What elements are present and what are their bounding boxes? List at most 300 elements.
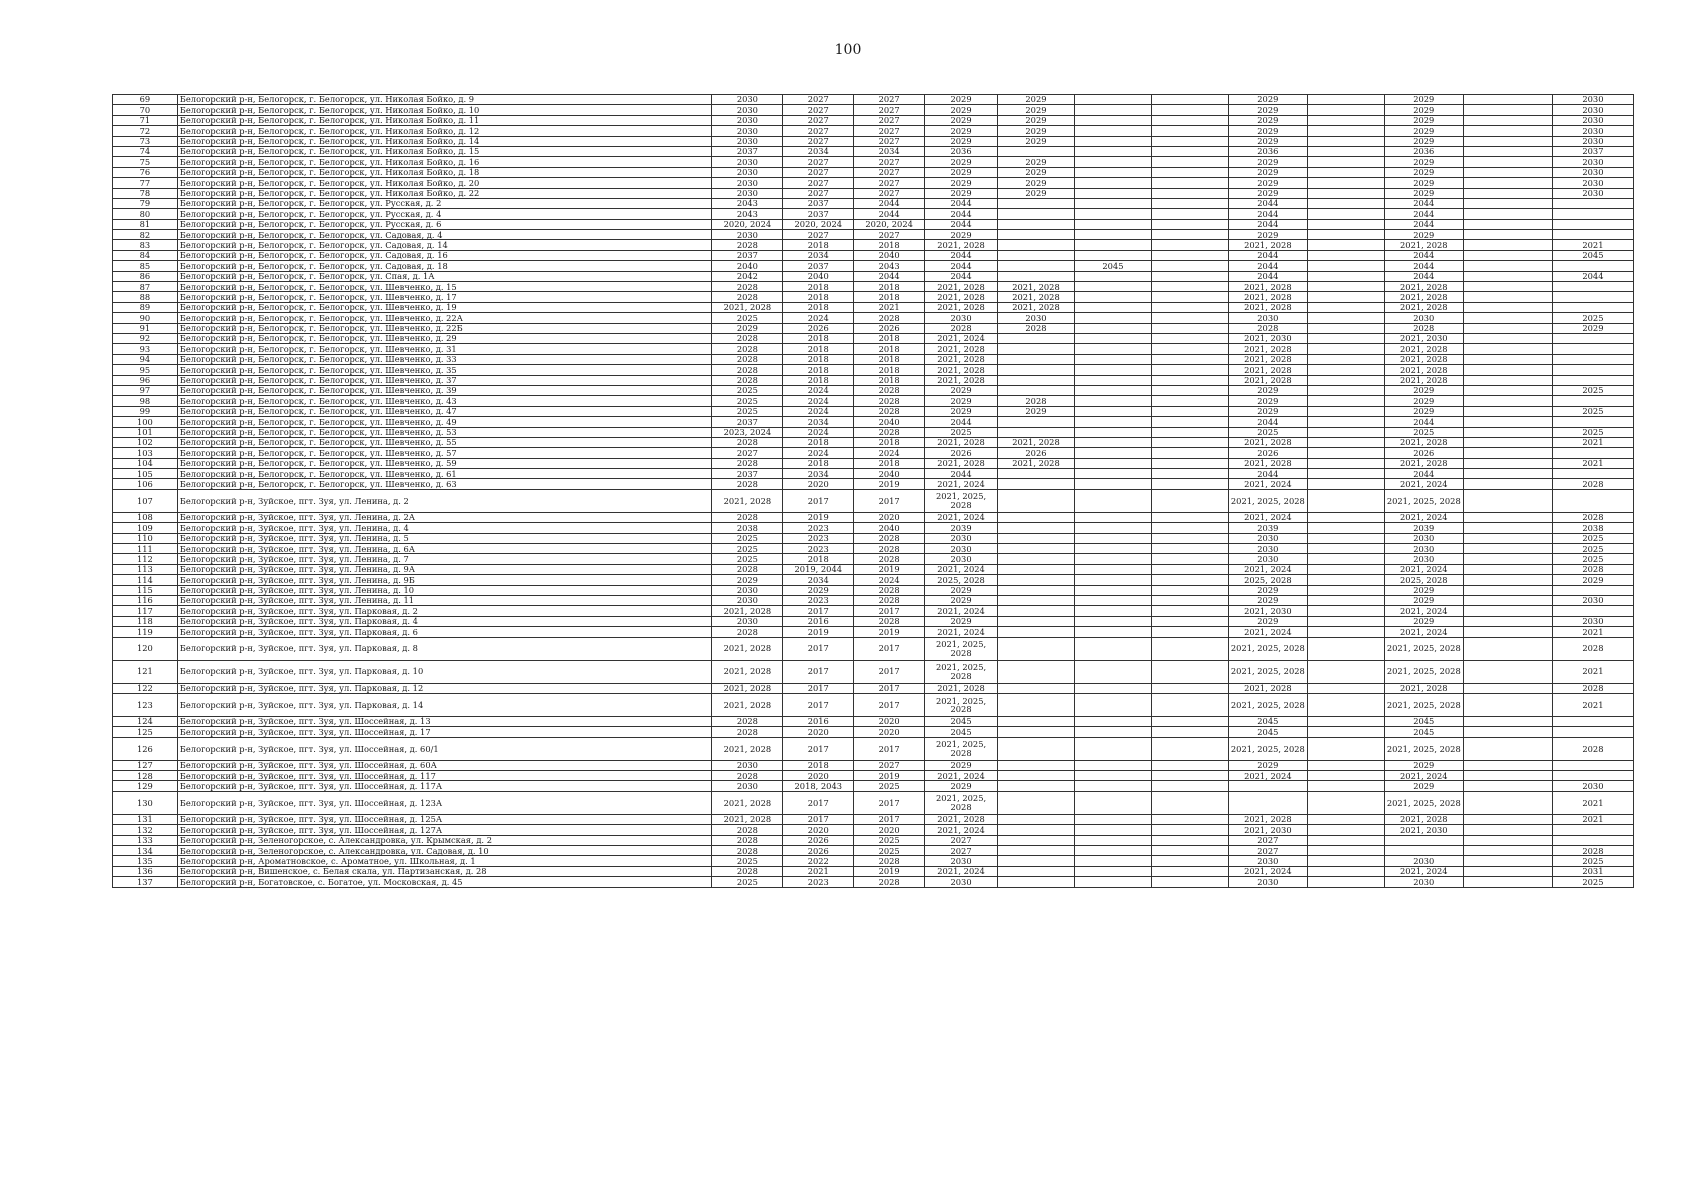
year-cell (998, 261, 1075, 271)
address-cell: Белогорский р-н, Зуйское, пгт. Зуя, ул. Шоссейная, д. 60/1 (177, 737, 712, 760)
year-cell (1228, 781, 1307, 791)
year-cell (998, 427, 1075, 437)
year-cell: 2021, 2028 (1228, 282, 1307, 292)
year-cell: 2029 (783, 585, 854, 595)
year-cell: 2029 (1384, 178, 1463, 188)
year-cell (998, 385, 1075, 395)
empty-cell (1151, 313, 1228, 323)
year-cell (1074, 781, 1151, 791)
address-cell: Белогорский р-н, Зуйское, пгт. Зуя, ул. Ленина, д. 5 (177, 533, 712, 543)
empty-cell (1307, 448, 1384, 458)
address-cell: Белогорский р-н, Зуйское, пгт. Зуя, ул. Ленина, д. 2А (177, 512, 712, 522)
year-cell: 2029 (925, 178, 998, 188)
row-number-cell: 75 (113, 157, 178, 167)
empty-cell (1307, 437, 1384, 447)
year-cell (998, 727, 1075, 737)
year-cell: 2030 (712, 157, 783, 167)
year-cell (1074, 406, 1151, 416)
year-cell: 2021, 2024 (1228, 512, 1307, 522)
year-cell: 2021, 2028 (1384, 437, 1463, 447)
year-cell: 2038 (712, 523, 783, 533)
year-cell: 2029 (998, 167, 1075, 177)
year-cell: 2021, 2028 (1384, 282, 1463, 292)
year-cell: 2021, 2028 (1228, 240, 1307, 250)
year-cell: 2017 (783, 693, 854, 716)
year-cell: 2027 (854, 126, 925, 136)
empty-cell (1307, 313, 1384, 323)
year-cell: 2034 (854, 146, 925, 156)
year-cell: 2036 (925, 146, 998, 156)
empty-cell (1463, 302, 1552, 312)
year-cell (998, 627, 1075, 637)
year-cell: 2025 (1552, 385, 1633, 395)
year-cell: 2029 (1552, 323, 1633, 333)
empty-cell (1463, 250, 1552, 260)
year-cell: 2028 (1552, 512, 1633, 522)
page-number: 100 (834, 42, 862, 58)
year-cell: 2027 (925, 835, 998, 845)
year-cell: 2022 (783, 856, 854, 866)
year-cell: 2029 (1228, 105, 1307, 115)
year-cell: 2029 (1384, 406, 1463, 416)
year-cell: 2028 (854, 406, 925, 416)
empty-cell (1151, 771, 1228, 781)
year-cell (1552, 489, 1633, 512)
year-cell (998, 512, 1075, 522)
year-cell: 2025 (854, 835, 925, 845)
address-cell: Белогорский р-н, Белогорск, г. Белогорск, ул. Шевченко, д. 33 (177, 354, 712, 364)
year-cell: 2020, 2024 (712, 219, 783, 229)
year-cell: 2021, 2028 (925, 344, 998, 354)
address-cell: Белогорский р-н, Белогорск, г. Белогорск, ул. Садовая, д. 18 (177, 261, 712, 271)
year-cell: 2021, 2024 (1228, 771, 1307, 781)
year-cell: 2029 (1228, 136, 1307, 146)
empty-cell (1307, 406, 1384, 416)
table-row (113, 417, 1634, 427)
year-cell (1074, 856, 1151, 866)
empty-cell (1151, 856, 1228, 866)
empty-cell (1463, 877, 1552, 887)
year-cell: 2030 (712, 760, 783, 770)
row-number-cell: 136 (113, 866, 178, 876)
row-number-cell: 76 (113, 167, 178, 177)
row-number-cell: 73 (113, 136, 178, 146)
year-cell: 2044 (1228, 219, 1307, 229)
row-number-cell: 122 (113, 683, 178, 693)
year-cell: 2020 (854, 825, 925, 835)
year-cell (1074, 333, 1151, 343)
year-cell: 2021, 2028 (1228, 814, 1307, 824)
year-cell: 2021 (1552, 458, 1633, 468)
empty-cell (1463, 344, 1552, 354)
year-cell (1074, 271, 1151, 281)
year-cell: 2044 (1228, 271, 1307, 281)
year-cell (998, 637, 1075, 660)
year-cell: 2029 (1552, 575, 1633, 585)
row-number-cell: 88 (113, 292, 178, 302)
empty-cell (1151, 282, 1228, 292)
year-cell: 2044 (925, 219, 998, 229)
year-cell: 2044 (1228, 209, 1307, 219)
year-cell: 2029 (1384, 105, 1463, 115)
row-number-cell: 89 (113, 302, 178, 312)
year-cell (1074, 489, 1151, 512)
address-cell: Белогорский р-н, Зуйское, пгт. Зуя, ул. Ленина, д. 10 (177, 585, 712, 595)
year-cell (1074, 219, 1151, 229)
empty-cell (1307, 458, 1384, 468)
year-cell: 2024 (783, 448, 854, 458)
table-row (113, 791, 1634, 814)
year-cell: 2026 (1228, 448, 1307, 458)
empty-cell (1307, 814, 1384, 824)
year-cell (1074, 167, 1151, 177)
year-cell: 2021, 2028 (1228, 683, 1307, 693)
year-cell: 2016 (783, 716, 854, 726)
year-cell: 2026 (783, 323, 854, 333)
address-cell: Белогорский р-н, Зуйское, пгт. Зуя, ул. Шоссейная, д. 117 (177, 771, 712, 781)
empty-cell (1151, 479, 1228, 489)
year-cell: 2039 (925, 523, 998, 533)
year-cell: 2025 (712, 554, 783, 564)
year-cell: 2021, 2030 (1228, 606, 1307, 616)
year-cell: 2028 (712, 365, 783, 375)
year-cell: 2030 (998, 313, 1075, 323)
empty-cell (1307, 835, 1384, 845)
year-cell (998, 846, 1075, 856)
year-cell: 2024 (854, 575, 925, 585)
year-cell: 2018 (783, 302, 854, 312)
empty-cell (1307, 716, 1384, 726)
year-cell (1074, 585, 1151, 595)
year-cell: 2025 (854, 781, 925, 791)
empty-cell (1151, 716, 1228, 726)
year-cell: 2028 (1552, 479, 1633, 489)
year-cell: 2021, 2028 (1384, 365, 1463, 375)
empty-cell (1151, 323, 1228, 333)
year-cell: 2029 (1384, 396, 1463, 406)
empty-cell (1151, 365, 1228, 375)
address-cell: Белогорский р-н, Зуйское, пгт. Зуя, ул. Парковая, д. 6 (177, 627, 712, 637)
row-number-cell: 87 (113, 282, 178, 292)
row-number-cell: 101 (113, 427, 178, 437)
year-cell: 2030 (1228, 856, 1307, 866)
year-cell: 2018 (783, 365, 854, 375)
table-row (113, 533, 1634, 543)
empty-cell (1151, 240, 1228, 250)
year-cell: 2039 (1384, 523, 1463, 533)
year-cell: 2021, 2024 (925, 825, 998, 835)
year-cell (998, 489, 1075, 512)
year-cell (1074, 564, 1151, 574)
empty-cell (1307, 157, 1384, 167)
table-row (113, 302, 1634, 312)
empty-cell (1463, 230, 1552, 240)
year-cell: 2021, 2028 (925, 437, 998, 447)
empty-cell (1151, 835, 1228, 845)
table-row (113, 178, 1634, 188)
year-cell: 2029 (925, 105, 998, 115)
empty-cell (1463, 771, 1552, 781)
address-cell: Белогорский р-н, Белогорск, г. Белогорск, ул. Николая Бойко, д. 12 (177, 126, 712, 136)
year-cell (998, 250, 1075, 260)
year-cell (1074, 188, 1151, 198)
empty-cell (1463, 637, 1552, 660)
year-cell: 2020 (854, 716, 925, 726)
year-cell (1074, 595, 1151, 605)
year-cell: 2029 (1228, 178, 1307, 188)
row-number-cell: 79 (113, 198, 178, 208)
year-cell: 2030 (712, 95, 783, 105)
year-cell: 2028 (712, 333, 783, 343)
row-number-cell: 78 (113, 188, 178, 198)
year-cell: 2019 (854, 479, 925, 489)
year-cell (998, 716, 1075, 726)
empty-cell (1463, 178, 1552, 188)
table-row (113, 814, 1634, 824)
empty-cell (1151, 564, 1228, 574)
year-cell: 2029 (998, 126, 1075, 136)
empty-cell (1463, 323, 1552, 333)
year-cell: 2020 (854, 727, 925, 737)
row-number-cell: 104 (113, 458, 178, 468)
year-cell: 2021, 2024 (925, 479, 998, 489)
year-cell (998, 544, 1075, 554)
year-cell: 2044 (854, 198, 925, 208)
year-cell: 2018 (854, 292, 925, 302)
year-cell: 2021, 2028 (1384, 354, 1463, 364)
empty-cell (1151, 606, 1228, 616)
empty-cell (1307, 585, 1384, 595)
year-cell (998, 533, 1075, 543)
empty-cell (1151, 469, 1228, 479)
empty-cell (1463, 448, 1552, 458)
year-cell (1074, 835, 1151, 845)
year-cell: 2027 (712, 448, 783, 458)
year-cell: 2028 (854, 877, 925, 887)
empty-cell (1463, 791, 1552, 814)
year-cell: 2016 (783, 616, 854, 626)
year-cell: 2021, 2028 (925, 365, 998, 375)
address-cell: Белогорский р-н, Белогорск, г. Белогорск, ул. Шевченко, д. 55 (177, 437, 712, 447)
year-cell (998, 417, 1075, 427)
row-number-cell: 116 (113, 595, 178, 605)
row-number-cell: 131 (113, 814, 178, 824)
year-cell: 2028 (1384, 323, 1463, 333)
year-cell: 2021, 2025, 2028 (1384, 693, 1463, 716)
table-row (113, 271, 1634, 281)
year-cell: 2018 (854, 282, 925, 292)
year-cell (998, 375, 1075, 385)
year-cell: 2030 (712, 585, 783, 595)
year-cell: 2021, 2028 (712, 693, 783, 716)
empty-cell (1151, 261, 1228, 271)
table-row (113, 427, 1634, 437)
year-cell: 2026 (854, 323, 925, 333)
year-cell: 2044 (1384, 198, 1463, 208)
year-cell (1074, 877, 1151, 887)
row-number-cell: 105 (113, 469, 178, 479)
empty-cell (1151, 427, 1228, 437)
year-cell: 2027 (783, 95, 854, 105)
year-cell: 2017 (854, 660, 925, 683)
year-cell: 2045 (1228, 716, 1307, 726)
empty-cell (1307, 219, 1384, 229)
year-cell: 2037 (712, 250, 783, 260)
empty-cell (1307, 385, 1384, 395)
table-row (113, 136, 1634, 146)
year-cell: 2021, 2028 (712, 683, 783, 693)
address-cell: Белогорский р-н, Ароматновское, с. Ароматное, ул. Школьная, д. 1 (177, 856, 712, 866)
empty-cell (1307, 365, 1384, 375)
empty-cell (1463, 760, 1552, 770)
row-number-cell: 98 (113, 396, 178, 406)
year-cell (1074, 323, 1151, 333)
empty-cell (1307, 825, 1384, 835)
year-cell (998, 595, 1075, 605)
year-cell: 2028 (1552, 737, 1633, 760)
table-row (113, 406, 1634, 416)
empty-cell (1151, 146, 1228, 156)
year-cell: 2034 (783, 146, 854, 156)
year-cell: 2019 (854, 627, 925, 637)
year-cell: 2029 (1228, 126, 1307, 136)
year-cell: 2028 (712, 479, 783, 489)
empty-cell (1463, 856, 1552, 866)
empty-cell (1151, 585, 1228, 595)
year-cell (1074, 458, 1151, 468)
year-cell: 2030 (1384, 533, 1463, 543)
empty-cell (1463, 660, 1552, 683)
address-cell: Белогорский р-н, Белогорск, г. Белогорск, ул. Русская, д. 4 (177, 209, 712, 219)
row-number-cell: 107 (113, 489, 178, 512)
year-cell (998, 219, 1075, 229)
empty-cell (1307, 512, 1384, 522)
year-cell: 2029 (1384, 585, 1463, 595)
year-cell: 2021, 2025, 2028 (1228, 660, 1307, 683)
row-number-cell: 112 (113, 554, 178, 564)
year-cell: 2027 (783, 126, 854, 136)
year-cell: 2037 (783, 261, 854, 271)
year-cell: 2028 (854, 385, 925, 395)
year-cell (998, 333, 1075, 343)
table-row (113, 866, 1634, 876)
year-cell: 2018 (854, 458, 925, 468)
row-number-cell: 114 (113, 575, 178, 585)
row-number-cell: 84 (113, 250, 178, 260)
year-cell (1074, 523, 1151, 533)
year-cell: 2025, 2028 (925, 575, 998, 585)
year-cell (998, 240, 1075, 250)
year-cell: 2030 (712, 178, 783, 188)
year-cell: 2030 (1552, 105, 1633, 115)
year-cell: 2029 (1228, 406, 1307, 416)
row-number-cell: 77 (113, 178, 178, 188)
year-cell: 2027 (854, 115, 925, 125)
year-cell: 2024 (783, 313, 854, 323)
row-number-cell: 124 (113, 716, 178, 726)
year-cell (1552, 716, 1633, 726)
empty-cell (1463, 512, 1552, 522)
year-cell: 2030 (1384, 856, 1463, 866)
year-cell: 2044 (1384, 417, 1463, 427)
table-row (113, 846, 1634, 856)
year-cell: 2029 (1384, 157, 1463, 167)
year-cell: 2028 (712, 458, 783, 468)
empty-cell (1151, 637, 1228, 660)
empty-cell (1307, 606, 1384, 616)
year-cell: 2021 (1552, 814, 1633, 824)
empty-cell (1151, 760, 1228, 770)
row-number-cell: 83 (113, 240, 178, 250)
row-number-cell: 95 (113, 365, 178, 375)
empty-cell (1463, 523, 1552, 533)
year-cell: 2021 (1552, 240, 1633, 250)
empty-cell (1463, 554, 1552, 564)
table-row (113, 146, 1634, 156)
empty-cell (1463, 846, 1552, 856)
year-cell: 2030 (1552, 167, 1633, 177)
address-cell: Белогорский р-н, Богатовское, с. Богатое, ул. Московская, д. 45 (177, 877, 712, 887)
year-cell: 2017 (783, 737, 854, 760)
year-cell: 2021, 2028 (1384, 240, 1463, 250)
table-row (113, 727, 1634, 737)
year-cell: 2026 (783, 835, 854, 845)
year-cell: 2044 (1552, 271, 1633, 281)
table-row (113, 479, 1634, 489)
year-cell: 2025 (712, 396, 783, 406)
address-cell: Белогорский р-н, Белогорск, г. Белогорск, ул. Николая Бойко, д. 18 (177, 167, 712, 177)
year-cell: 2021, 2028 (1228, 437, 1307, 447)
year-cell (1074, 693, 1151, 716)
year-cell (1074, 760, 1151, 770)
address-cell: Белогорский р-н, Зуйское, пгт. Зуя, ул. Шоссейная, д. 13 (177, 716, 712, 726)
row-number-cell: 74 (113, 146, 178, 156)
year-cell: 2018 (854, 437, 925, 447)
year-cell: 2021, 2025, 2028 (1384, 489, 1463, 512)
empty-cell (1307, 95, 1384, 105)
empty-cell (1307, 781, 1384, 791)
empty-cell (1151, 616, 1228, 626)
table-row (113, 354, 1634, 364)
year-cell: 2021, 2028 (925, 683, 998, 693)
table-row (113, 292, 1634, 302)
empty-cell (1463, 683, 1552, 693)
empty-cell (1463, 271, 1552, 281)
empty-cell (1151, 385, 1228, 395)
empty-cell (1151, 250, 1228, 260)
row-number-cell: 81 (113, 219, 178, 229)
year-cell: 2038 (1552, 523, 1633, 533)
table-row (113, 167, 1634, 177)
empty-cell (1463, 219, 1552, 229)
table-row (113, 616, 1634, 626)
year-cell (1074, 544, 1151, 554)
year-cell (1074, 554, 1151, 564)
empty-cell (1151, 814, 1228, 824)
year-cell: 2021, 2028 (925, 814, 998, 824)
address-cell: Белогорский р-н, Белогорск, г. Белогорск, ул. Шевченко, д. 49 (177, 417, 712, 427)
empty-cell (1151, 105, 1228, 115)
year-cell: 2028 (712, 344, 783, 354)
empty-cell (1307, 427, 1384, 437)
year-cell: 2044 (925, 250, 998, 260)
year-cell: 2044 (925, 417, 998, 427)
empty-cell (1307, 533, 1384, 543)
year-cell: 2028 (712, 564, 783, 574)
year-cell: 2021, 2024 (1384, 479, 1463, 489)
empty-cell (1151, 126, 1228, 136)
empty-cell (1463, 814, 1552, 824)
